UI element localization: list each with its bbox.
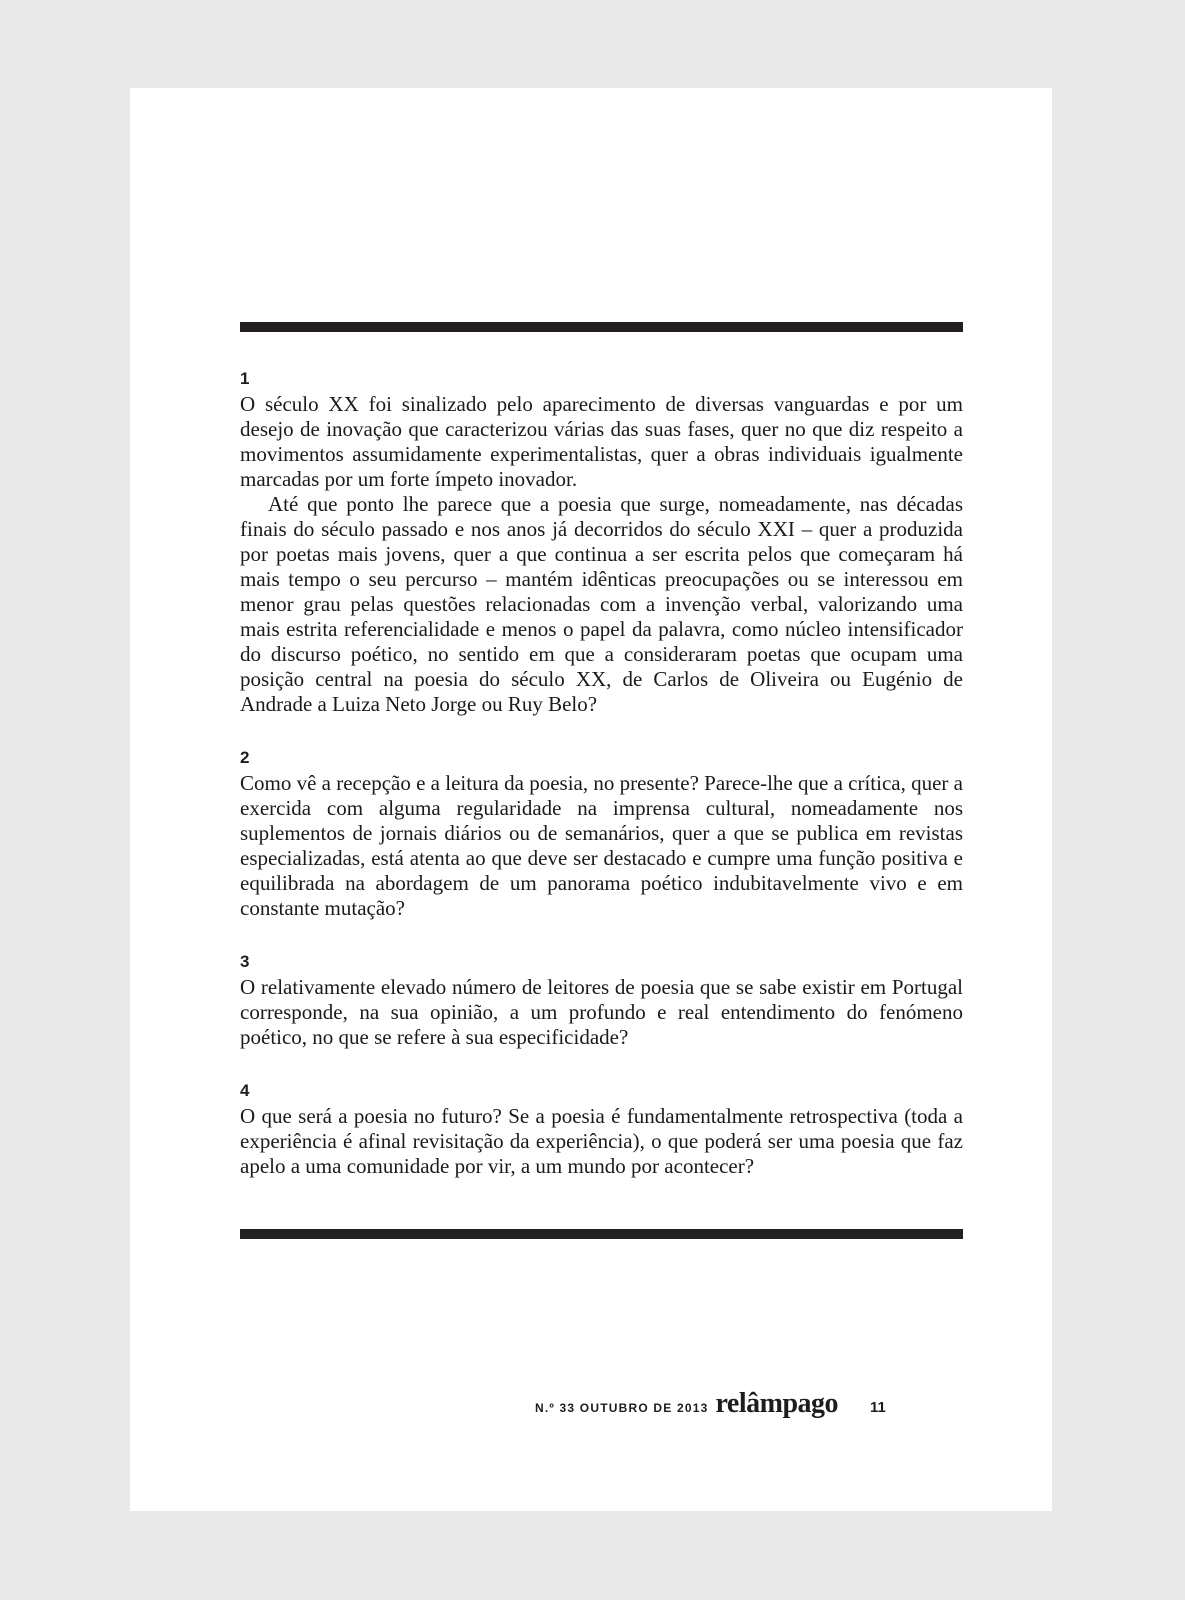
question-paragraph: Até que ponto lhe parece que a poesia que surge, nomeadamente, nas décadas finais do século passado e nos anos já decorridos do século XXI – quer a produzida por poetas mais jovens, quer a que continua a ser escrita pelos que começaram há mais tempo o seu percurso – mantém idênticas preocupações ou se interessou em menor grau pelas questões relacionadas com a invenção verbal, valorizando uma mais estrita referencialidade e menos o papel da palavra, como núcleo intensificador do discurso poético, no sentido em que a consideraram poetas que ocupam uma posição central na poesia do século XX, de Carlos de Oliveira ou Eugénio de Andrade a Luiza Neto Jorge ou Ruy Belo?	[240, 492, 963, 716]
question-paragraph: Como vê a recepção e a leitura da poesia, no presente? Parece-lhe que a crítica, quer a exercida com alguma regularidade na imprensa cultural, nomeadamente nos suplementos de jornais diários ou de semanários, quer a que se publica em revistas especializadas, está atenta ao que deve ser destacado e cumpre uma função positiva e equilibrada na abordagem de um panorama poético indubitavelmente vivo e em constante mutação?	[240, 771, 963, 920]
question-number: 1	[240, 369, 250, 388]
question-section-3	[240, 953, 963, 1050]
magazine-page	[130, 88, 1052, 1511]
question-section-2	[240, 749, 963, 921]
question-paragraph: O que será a poesia no futuro? Se a poesia é fundamentalmente retrospectiva (toda a experiência é afinal revisitação da experiência), o que poderá ser uma poesia que faz apelo a uma comunidade por vir, a um mundo por acontecer?	[240, 1104, 963, 1178]
question-number: 2	[240, 748, 250, 767]
issue-info: N.º 33 OUTUBRO DE 2013	[535, 1401, 709, 1415]
question-section-4	[240, 1082, 963, 1179]
question-paragraph: O relativamente elevado número de leitores de poesia que se sabe existir em Portugal corresponde, na sua opinião, a um profundo e real entendimento do fenómeno poético, no que se refere à sua especificidade?	[240, 975, 963, 1049]
page-number: 11	[870, 1399, 886, 1416]
text-column	[240, 88, 963, 1239]
question-number: 3	[240, 952, 250, 971]
top-rule	[240, 322, 963, 332]
magazine-wordmark: relâmpago	[715, 1388, 839, 1419]
page-footer	[535, 1388, 886, 1420]
question-section-1	[240, 370, 963, 717]
question-number: 4	[240, 1081, 250, 1100]
question-paragraph: O século XX foi sinalizado pelo aparecimento de diversas vanguardas e por um desejo de inovação que caracterizou várias das suas fases, quer no que diz respeito a movimentos assumidamente experimentalistas, quer a obras individuais igualmente marcadas por um forte ímpeto inovador.	[240, 392, 963, 491]
bottom-rule	[240, 1229, 963, 1239]
